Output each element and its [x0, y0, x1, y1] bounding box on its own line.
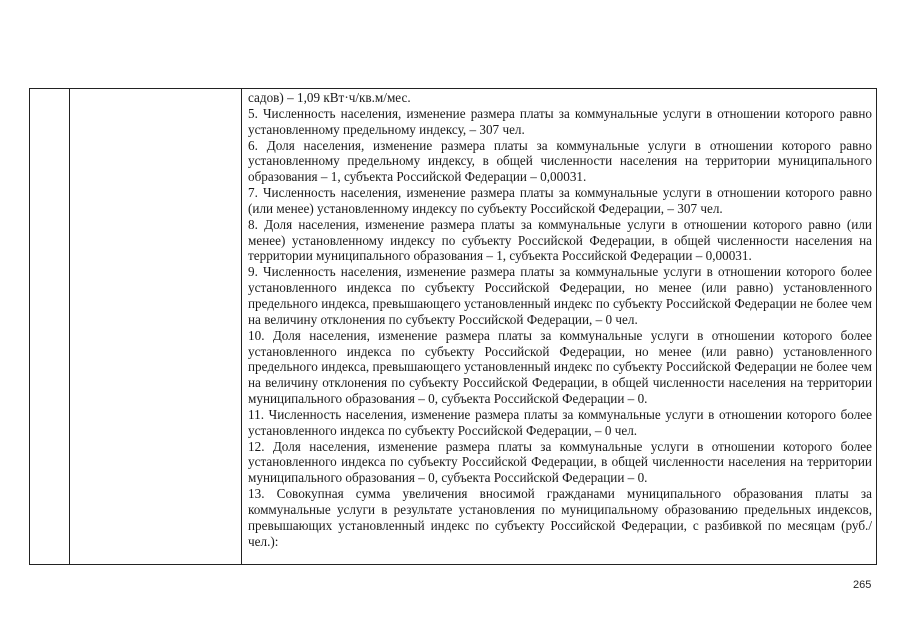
paragraph-item-11: 11. Численность населения, изменение размера платы за коммунальные услуги в отношении которого более установленного индекса по субъекту Российской Федерации, – 0 чел.: [248, 406, 872, 438]
paragraph-continuation: садов) – 1,09 кВт·ч/кв.м/мес.: [248, 90, 411, 105]
table-text-cell: [248, 90, 872, 549]
document-table: [29, 88, 877, 565]
paragraph-item-6: 6. Доля населения, изменение размера платы за коммунальные услуги в отношении которого равно установленному предельному индексу, в общей численности населения на территории муниципального образования – 1, субъекта Российской Федерации – 0,00031.: [248, 137, 872, 185]
page-number: 265: [853, 579, 872, 591]
paragraph-item-9: 9. Численность населения, изменение размера платы за коммунальные услуги в отношении которого более установленного индекса по субъекту Российской Федерации, но менее (или равно) установленного предельного индекса, превышающего установленный индекс по субъекту Российской Федерации не более чем на величину отклонения по субъекту Российской Федерации, – 0 чел.: [248, 264, 872, 327]
paragraph-item-13: 13. Совокупная сумма увеличения вносимой гражданами муниципального образования платы за коммунальные услуги в результате установления по муниципальному образованию предельных индексов, превышающих установленный индекс по субъекту Российской Федерации, с разбивкой по месяцам (руб./чел.):: [248, 486, 872, 549]
paragraph-item-7: 7. Численность населения, изменение размера платы за коммунальные услуги в отношении которого равно (или менее) установленному индексу по субъекту Российской Федерации, – 307 чел.: [248, 185, 872, 216]
paragraph-item-5: 5. Численность населения, изменение размера платы за коммунальные услуги в отношении которого равно установленному предельному индексу, – 307 чел.: [248, 105, 872, 137]
column-divider: [241, 89, 242, 564]
column-divider: [69, 89, 70, 564]
paragraph-item-12: 12. Доля населения, изменение размера платы за коммунальные услуги в отношении которого более установленного индекса по субъекту Российской Федерации, в общей численности населения на территории муниципального образования – 0, субъекта Российской Федерации – 0.: [248, 438, 872, 486]
paragraph-item-10: 10. Доля населения, изменение размера платы за коммунальные услуги в отношении которого более установленного индекса по субъекту Российской Федерации, но менее (или равно) установленного предельного индекса, превышающего установленный индекс по субъекту Российской Федерации не более чем на величину отклонения по субъекту Российской Федерации, в общей численности населения на территории муниципального образования – 0, субъекта Российской Федерации – 0.: [248, 327, 872, 407]
paragraph-item-8: 8. Доля населения, изменение размера платы за коммунальные услуги в отношении которого равно (или менее) установленному индексу по субъекту Российской Федерации, в общей численности населения на территории муниципального образования – 1, субъекта Российской Федерации – 0,00031.: [248, 216, 872, 264]
